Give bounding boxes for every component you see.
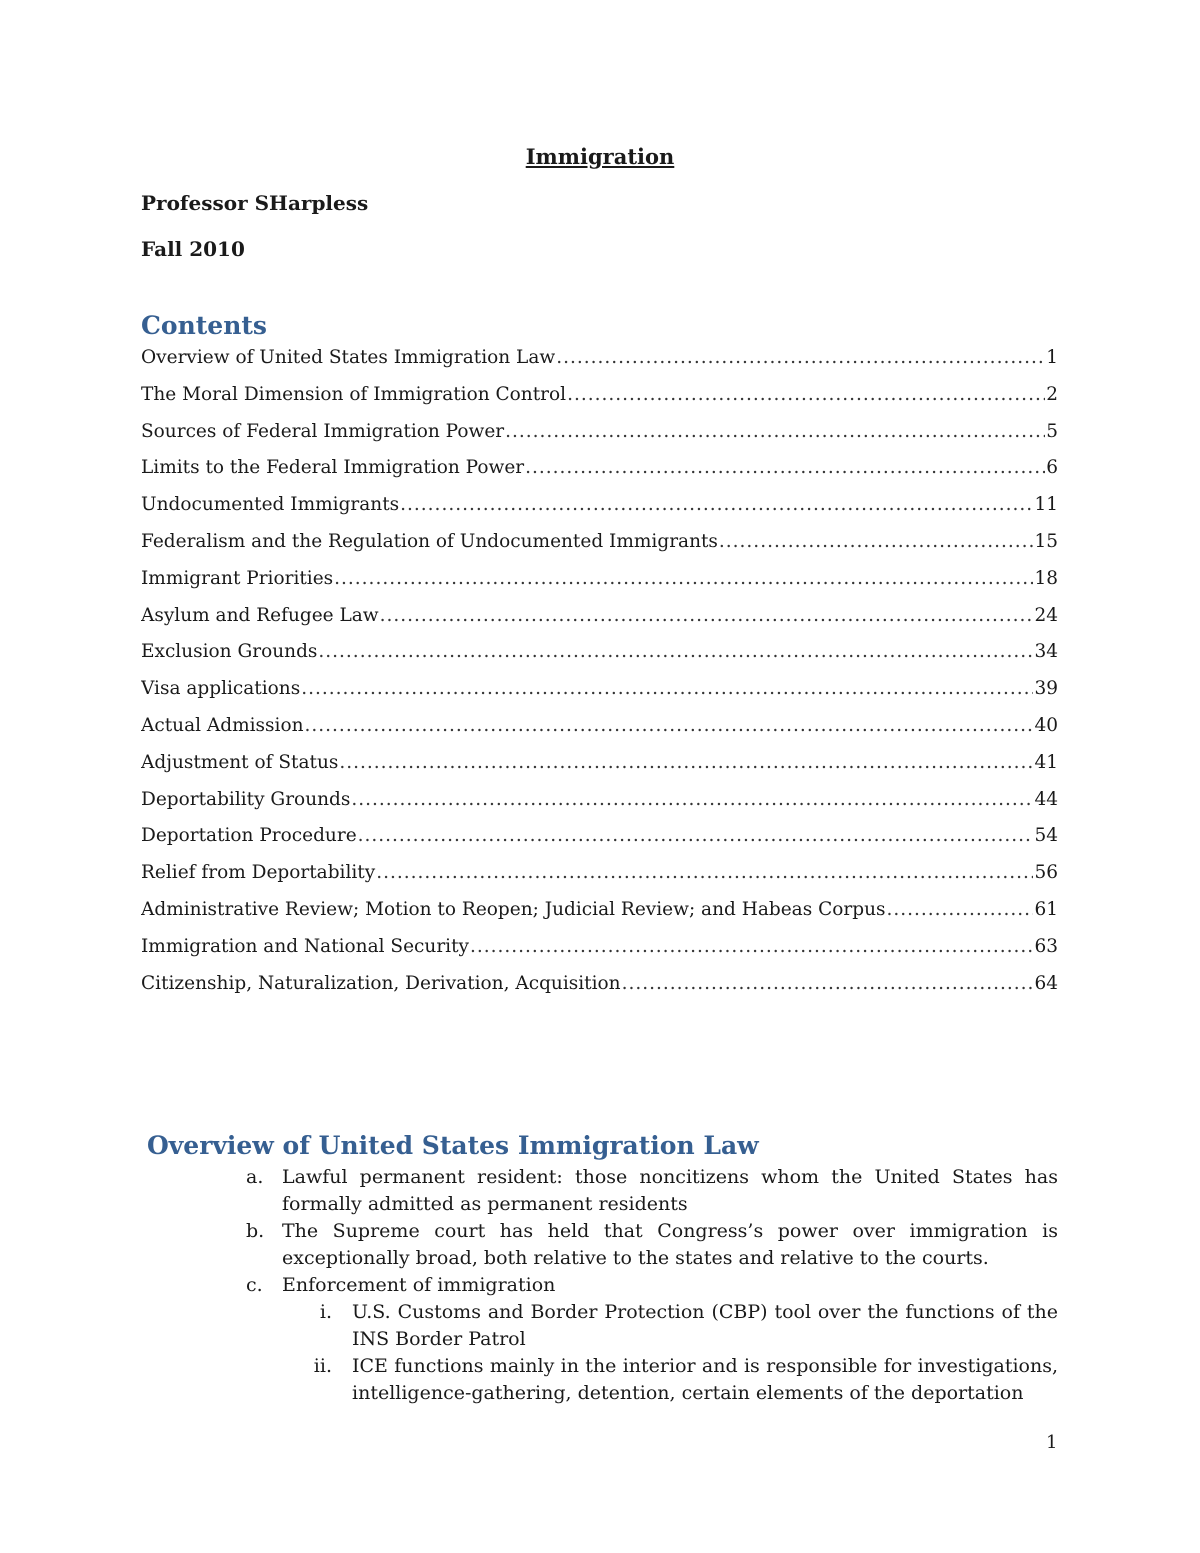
list-marker: c. [246, 1274, 263, 1296]
toc-leader [470, 936, 1033, 957]
list-marker: i. [319, 1301, 332, 1323]
sub-list-item [140, 1353, 1058, 1407]
toc-entry-page: 6 [1046, 457, 1058, 479]
toc-entry-page: 2 [1046, 383, 1058, 405]
list-item-text: The Supreme court has held that Congress’s power over immigration is exceptionally broad, both relative to the states and relative to the courts. [282, 1220, 1058, 1269]
toc-leader [400, 494, 1033, 515]
toc-entry[interactable] [141, 347, 1058, 384]
toc-leader [886, 899, 1033, 920]
toc-leader [525, 457, 1045, 478]
toc-entry[interactable] [141, 715, 1058, 752]
toc-entry-page: 61 [1034, 898, 1058, 920]
toc-leader [376, 862, 1033, 883]
toc-entry[interactable] [141, 605, 1058, 642]
toc-entry-page: 24 [1034, 604, 1058, 626]
toc-entry-title: Federalism and the Regulation of Undocumented Immigrants [141, 530, 718, 552]
toc-entry-page: 44 [1034, 788, 1058, 810]
toc-entry[interactable] [141, 384, 1058, 421]
toc-entry-title: The Moral Dimension of Immigration Control [141, 383, 567, 405]
toc-leader [505, 421, 1045, 442]
toc-leader [719, 531, 1034, 552]
toc-entry[interactable] [141, 641, 1058, 678]
toc-entry-title: Immigrant Priorities [141, 567, 334, 589]
toc-leader [301, 678, 1033, 699]
list-item [140, 1164, 1058, 1218]
list-item-text: Lawful permanent resident: those noncitizens whom the United States has formally admitted as permanent residents [282, 1166, 1058, 1215]
toc-entry[interactable] [141, 936, 1058, 973]
toc-entry[interactable] [141, 421, 1058, 458]
toc-entry-title: Sources of Federal Immigration Power [141, 420, 505, 442]
toc-entry-page: 63 [1034, 935, 1058, 957]
toc-leader [622, 973, 1034, 994]
toc-leader [305, 715, 1034, 736]
toc-entry-title: Overview of United States Immigration Law [141, 347, 556, 368]
toc-entry-page: 18 [1034, 567, 1058, 589]
toc-entry-page: 39 [1034, 678, 1058, 700]
toc-entry-title: Visa applications [141, 678, 301, 700]
toc-leader [334, 568, 1033, 589]
toc-entry-page: 1 [1046, 347, 1058, 368]
toc-entry-page: 34 [1034, 641, 1058, 663]
toc-entry-title: Adjustment of Status [141, 751, 339, 773]
toc-entry-title: Relief from Deportability [141, 862, 376, 884]
toc-entry[interactable] [141, 752, 1058, 789]
list-item [140, 1272, 1058, 1299]
contents-heading: Contents [141, 311, 268, 340]
toc-entry-page: 64 [1034, 972, 1058, 994]
list-marker: b. [246, 1220, 265, 1242]
toc-entry[interactable] [141, 568, 1058, 605]
toc-entry[interactable] [141, 973, 1058, 1010]
toc-entry-title: Exclusion Grounds [141, 641, 318, 663]
toc-entry-title: Administrative Review; Motion to Reopen; Judicial Review; and Habeas Corpus [141, 898, 886, 920]
toc-entry[interactable] [141, 899, 1058, 936]
toc-entry[interactable] [141, 457, 1058, 494]
toc-entry-page: 54 [1034, 825, 1058, 847]
list-item [140, 1218, 1058, 1272]
toc-entry[interactable] [141, 825, 1058, 862]
toc-entry-title: Immigration and National Security [141, 935, 469, 957]
toc-entry-page: 15 [1034, 530, 1058, 552]
toc-entry-title: Limits to the Federal Immigration Power [141, 457, 525, 479]
section-heading: Overview of United States Immigration Law [147, 1131, 759, 1160]
toc-leader [567, 384, 1045, 405]
sub-list-item [140, 1299, 1058, 1353]
list-item-text: U.S. Customs and Border Protection (CBP) tool over the functions of the INS Border Patrol [352, 1301, 1058, 1350]
toc-entry[interactable] [141, 862, 1058, 899]
toc-entry-title: Asylum and Refugee Law [141, 604, 379, 626]
toc-leader [380, 605, 1034, 626]
toc-entry-page: 56 [1034, 862, 1058, 884]
toc-entry-page: 11 [1034, 494, 1058, 516]
table-of-contents [141, 347, 1058, 1009]
toc-entry-page: 5 [1046, 420, 1058, 442]
list-item-text: Enforcement of immigration [282, 1274, 556, 1296]
toc-leader [358, 825, 1034, 846]
toc-leader [318, 641, 1033, 662]
list-item-text: ICE functions mainly in the interior and is responsible for investigations, intelligence-gathering, detention, certain elements of the deportation [352, 1355, 1058, 1404]
toc-leader [339, 752, 1033, 773]
toc-entry-page: 40 [1034, 714, 1058, 736]
toc-entry-title: Actual Admission [141, 714, 304, 736]
toc-entry-page: 41 [1034, 751, 1058, 773]
toc-leader [556, 347, 1045, 368]
toc-entry-title: Citizenship, Naturalization, Derivation, Acquisition [141, 972, 621, 994]
section-body [140, 1164, 1058, 1407]
toc-entry[interactable] [141, 531, 1058, 568]
course-term: Fall 2010 [141, 237, 245, 261]
toc-entry[interactable] [141, 678, 1058, 715]
toc-entry[interactable] [141, 789, 1058, 826]
toc-entry-title: Undocumented Immigrants [141, 494, 400, 516]
toc-entry-title: Deportation Procedure [141, 825, 357, 847]
document-title: Immigration [525, 144, 675, 169]
professor-name: Professor SHarpless [141, 191, 369, 215]
page-number: 1 [1046, 1432, 1058, 1453]
toc-entry[interactable] [141, 494, 1058, 531]
list-marker: ii. [313, 1355, 332, 1377]
toc-leader [351, 789, 1033, 810]
toc-entry-title: Deportability Grounds [141, 788, 351, 810]
list-marker: a. [246, 1166, 264, 1188]
